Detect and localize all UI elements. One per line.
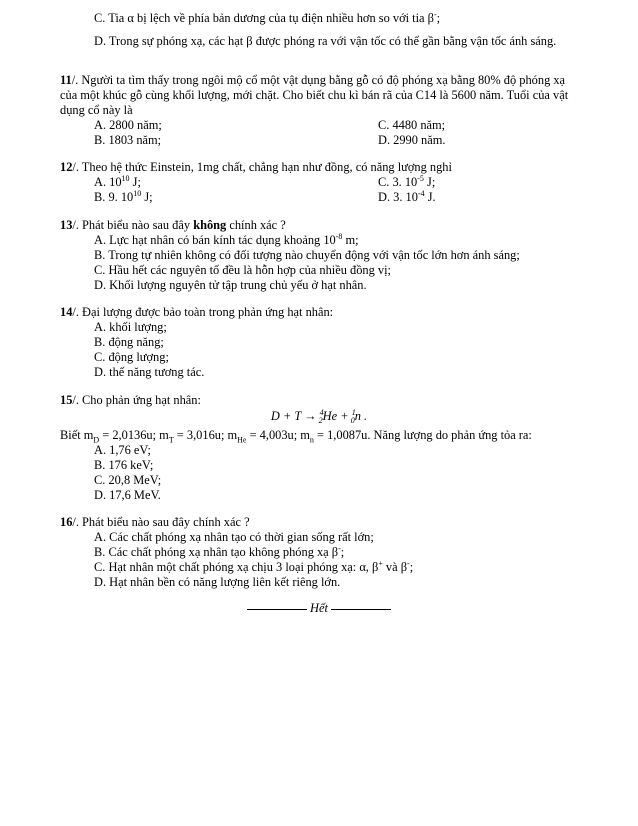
q10-option-c: C. Tia α bị lệch về phía bản dương của tụ điện nhiều hơn so với tia β-; xyxy=(94,9,441,25)
q14-stem: 14/. Đại lượng được bảo toàn trong phản ứng hạt nhân: xyxy=(60,305,334,319)
q13-option-b: B. Trong tự nhiên không có đối tượng nào chuyển động với vận tốc lớn hơn ánh sáng; xyxy=(94,248,520,262)
q16-option-b: B. Các chất phóng xạ nhân tạo không phóng xạ β-; xyxy=(94,543,345,559)
q15-option-b: B. 176 keV; xyxy=(94,458,154,472)
q12-option-b: B. 9. $10^{10}$ J; xyxy=(94,188,153,204)
q11-option-d: D. 2990 năm. xyxy=(378,133,446,147)
q11-option-c: C. 4480 năm; xyxy=(378,118,446,132)
q15-option-d: D. 17,6 MeV. xyxy=(94,488,161,502)
q13-option-d: D. Khối lượng nguyên tử tập trung chủ yếu ở hạt nhân. xyxy=(94,278,367,292)
q14-option-d: D. thế năng tương tác. xyxy=(94,365,205,379)
q16-option-c: C. Hạt nhân một chất phóng xạ chịu 3 loại phóng xạ: α, β+ và β-; xyxy=(94,558,414,574)
q14-option-a: A. khối lượng; xyxy=(94,320,167,334)
q11-stem-line1: 11/. Người ta tìm thấy trong ngôi mộ cổ một vật dụng bằng gỗ có độ phóng xạ bằng 80% độ phóng xạ xyxy=(60,73,566,87)
q10-option-d: D. Trong sự phóng xạ, các hạt β được phóng ra với vận tốc có thể gần bằng vận tốc ánh sáng. xyxy=(94,34,557,48)
q15-reaction-equation: D + T → $^4_2$He + $^1_0$n . xyxy=(270,407,368,426)
q14-option-c: C. động lượng; xyxy=(94,350,169,364)
q15-stem: 15/. Cho phản ứng hạt nhân: xyxy=(60,393,201,407)
q12-stem: 12/. Theo hệ thức Einstein, 1mg chất, chẳng hạn như đồng, có năng lượng nghỉ xyxy=(60,160,452,174)
q16-option-d: D. Hạt nhân bền có năng lượng liên kết riêng lớn. xyxy=(94,575,341,589)
q11-stem-line2: của một khúc gỗ cùng khối lượng, mới chặt. Cho biết chu kì bán rã của C14 là 5600 năm. Tuổi của vật xyxy=(60,88,569,102)
q14-option-b: B. động năng; xyxy=(94,335,164,349)
q13-option-c: C. Hầu hết các nguyên tố đều là hỗn hợp của nhiều đồng vị; xyxy=(94,263,391,277)
q12-option-a: A. $10^{10}$ J; xyxy=(94,173,141,189)
end-rule-right xyxy=(331,609,391,610)
end-rule-left xyxy=(247,609,307,610)
q15-option-a: A. 1,76 eV; xyxy=(94,443,151,457)
q16-stem: 16/. Phát biểu nào sau đây chính xác ? xyxy=(60,515,250,529)
q13-option-a: A. Lực hạt nhân có bán kính tác dụng khoảng $10^{-8}$ m; xyxy=(94,231,359,247)
q15-option-c: C. 20,8 MeV; xyxy=(94,473,162,487)
q12-option-c: C. 3. $10^{-5}$ J; xyxy=(378,173,436,189)
q11-option-b: B. 1803 năm; xyxy=(94,133,162,147)
q13-stem: 13/. Phát biểu nào sau đây không chính xác ? xyxy=(60,218,286,232)
q15-given-data: Biết $m_D = 2,0136u$; $m_T = 3,016u$; $m_{He} = 4,003u$; $m_n = 1,0087u$. Năng lượng do phản ứng tỏa ra: xyxy=(60,428,532,445)
q11-option-a: A. 2800 năm; xyxy=(94,118,162,132)
q11-stem-line3: dụng cổ này là xyxy=(60,103,133,117)
q16-option-a: A. Các chất phóng xạ nhân tạo có thời gian sống rất lớn; xyxy=(94,530,374,544)
q12-option-d: D. 3. $10^{-4}$ J. xyxy=(378,188,436,204)
end-marker: Hết xyxy=(0,601,638,616)
